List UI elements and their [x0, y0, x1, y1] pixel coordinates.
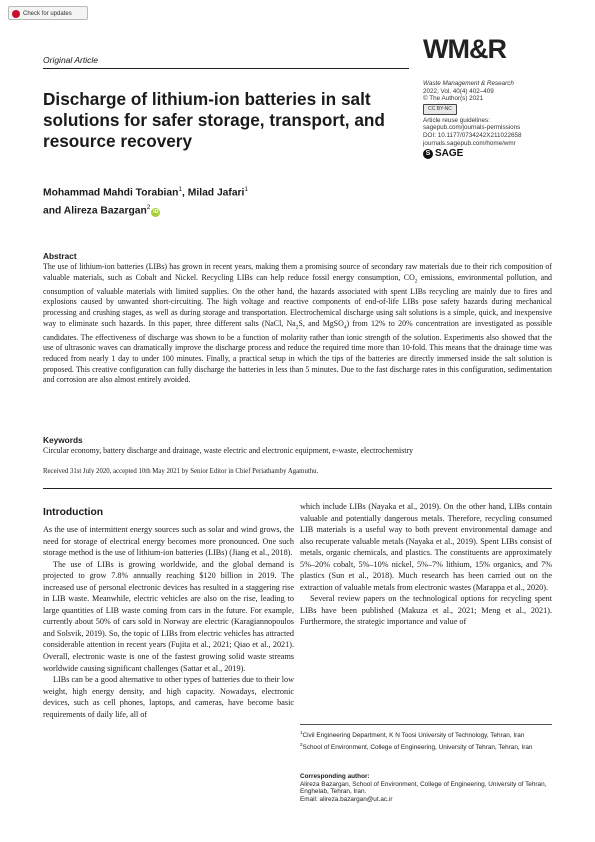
article-type: Original Article [43, 55, 98, 65]
article-title: Discharge of lithium-ion batteries in salt solutions for safer storage, transport, and resource recovery [43, 89, 385, 151]
copyright: © The Author(s) 2021 [423, 95, 484, 103]
author-name: and Alireza Bazargan [43, 205, 147, 217]
abstract-segment: S, and MgSO [298, 318, 344, 328]
keywords-heading: Keywords [43, 435, 83, 445]
body-column-left [43, 524, 294, 720]
body-paragraph: The use of LIBs is growing worldwide, and the global demand is projected to grow 7.8% annually reaching $120 billion in 2019. The increased use of personal electronic devices has resulted in a staggering rise in LIB waste. Meanwhile, electric vehicles are also on the rise, leading to large quantities of LIB waste coming from cars in the future. For example, currently about 50% of cars sold in Norway are electric (Karagiannopoulos and Solsvik, 2019). So, the topic of LIBs from electric vehicles has attracted considerable attention in recent years (Fujita et al., 2021; Qiao et al., 2021). Overall, electronic waste is one of the fastest growing solid waste streams worldwide causing significant challenges (Sattar et al., 2019). [43, 559, 294, 673]
journal-homepage-link[interactable]: journals.sagepub.com/home/wmr [423, 139, 516, 147]
doi-link[interactable]: DOI: 10.1177/0734242X211022658 [423, 131, 522, 139]
author-affiliation-mark: 1 [244, 186, 249, 193]
body-paragraph: Several review papers on the technological options for recycling spent LIBs have been published (Makuza et al., 2021; Meng et al., 2021). Furthermore, the strategic importance and value of [300, 594, 552, 627]
abstract-subscript: 4 [343, 324, 347, 331]
orcid-icon[interactable]: iD [153, 208, 159, 215]
abstract-subscript: 2 [295, 324, 299, 331]
corresponding-address: Alireza Bazargan, School of Environment, College of Engineering, University of Tehran, Enghelab, Tehran, Iran. [300, 780, 547, 796]
footnote-divider [300, 724, 552, 725]
publisher-logo [423, 149, 573, 159]
reuse-heading: Article reuse guidelines: [423, 116, 490, 124]
body-paragraph: LIBs can be a good alternative to other types of batteries due to their low weight, high energy density, and high capacity. Nowadays, electronic devices, such as cell phones, laptops, and cameras, have become basic requirements of daily life, all of [43, 675, 294, 719]
keywords-text: Circular economy, battery discharge and drainage, waste electric and electronic equipment, e-waste, electrochemistry [43, 446, 414, 455]
journal-name: Waste Management & Research [423, 80, 514, 87]
abstract-segment: ) from 12% to 20% concentration are investigated as possible candidates. The effectiveness of discharge was shown to be a function of molarity rather than ionic strength of the solution. Experiments also showed that the use of ultrasonic waves can dramatically improve the discharge process and reduce the required time more than 10-fold. This means that the drainage time was reduced from nearly 1 day to under 100 minutes. Finally, a practical setup in which the tips of the batteries are directly immersed inside the salt solution is proposed. This creative configuration can fully discharge the batteries in less than 5 minutes. Due to the fast discharge rates in this configuration, sedimentation and corrosion are also almost entirely avoided. [43, 318, 553, 385]
affiliation-item [300, 729, 552, 740]
abstract-text [43, 262, 552, 386]
author-name: Mohammad Mahdi Torabian [43, 187, 179, 199]
crossmark-icon [12, 10, 20, 18]
author-list [43, 182, 403, 219]
affiliation-text: Civil Engineering Department, K N Toosi University of Technology, Tehran, Iran [302, 732, 525, 740]
header-divider [43, 68, 409, 69]
received-dates: Received 31st July 2020, accepted 10th May 2021 by Senior Editor in Chief Periathamby Agamuthu. [43, 468, 319, 475]
affiliations [300, 729, 552, 753]
sage-mark-icon: S [423, 149, 433, 159]
abstract-segment: emissions, environmental pollution, and consumption of valuable materials with limited supplies. On the other hand, the hazards associated with spent LIBs recycling are mainly due to fires and explosions caused by unwanted short-circuiting. The high voltage and reactive components of end-of-life LIBs pose safety hazards during mechanical processing and crushing stages, as well as during storage and transportation. Electrochemical discharge using salt solutions is a simple, quick, and inexpensive way to eliminate such hazards. In this paper, three different salts (NaCl, Na [43, 272, 552, 328]
author-affiliation-mark: 1 [178, 186, 183, 193]
journal-logo: WM&R [423, 34, 506, 64]
affiliation-mark: 2 [300, 741, 303, 747]
author-separator: , [182, 187, 188, 199]
check-for-updates-label: Check for updates [23, 11, 72, 17]
abstract-heading: Abstract [43, 251, 77, 261]
introduction-heading: Introduction [43, 507, 104, 518]
volume-line: 2022, Vol. 40(4) 402–409 [423, 87, 494, 95]
corresponding-author [300, 773, 552, 804]
author-name: Milad Jafari [187, 187, 245, 199]
reuse-link[interactable]: sagepub.com/journals-permissions [423, 124, 521, 132]
body-paragraph: As the use of intermittent energy sources such as solar and wind grows, the need for storage of electrical energy becomes more pronounced. One such storage method is the use of lithium-ion batteries (LIBs) (Jiang et al., 2018). [43, 525, 294, 558]
body-column-right [300, 501, 552, 628]
check-for-updates-button[interactable] [8, 6, 88, 20]
affiliation-item [300, 741, 552, 752]
cc-license-badge[interactable]: CC BY-NC [423, 104, 457, 115]
affiliation-text: School of Environment, College of Engineering, University of Tehran, Tehran, Iran [302, 743, 533, 751]
abstract-segment: The use of lithium-ion batteries (LIBs) has grown in recent years, making them a promising source of secondary raw materials due to their rich composition of valuable materials, such as Cobalt and Nickel. Recycling LIBs can help reduce fossil energy consumption, CO [43, 262, 552, 282]
abstract-subscript: 2 [414, 278, 418, 285]
section-divider [43, 488, 552, 489]
body-paragraph: which include LIBs (Nayaka et al., 2019). On the other hand, LIBs contain valuable and potentially dangerous metals. Therefore, recycling consumed LIB materials is a useful way to both prevent environmental damage and also recuperate valuable metals (Nayaka et al., 2019). Spent LIBs consist of metals, organic chemicals, and plastics. The constituents are approximately 5%–20% cobalt, 5%–10% nickel, 5%–7% lithium, 15% organics, and 7% plastics (Sun et al., 2018). Much research has been carried out on the extraction of valuable metals from electronic wastes (Marappa et al., 2020). [300, 502, 552, 592]
author-affiliation-mark: 2 [146, 204, 151, 212]
corresponding-label: Corresponding author: [300, 773, 370, 780]
publisher-name: SAGE [435, 148, 464, 160]
affiliation-mark: 1 [300, 730, 303, 735]
article-metadata [423, 80, 573, 159]
corresponding-email[interactable]: Email: alireza.bazargan@ut.ac.ir [300, 796, 393, 804]
